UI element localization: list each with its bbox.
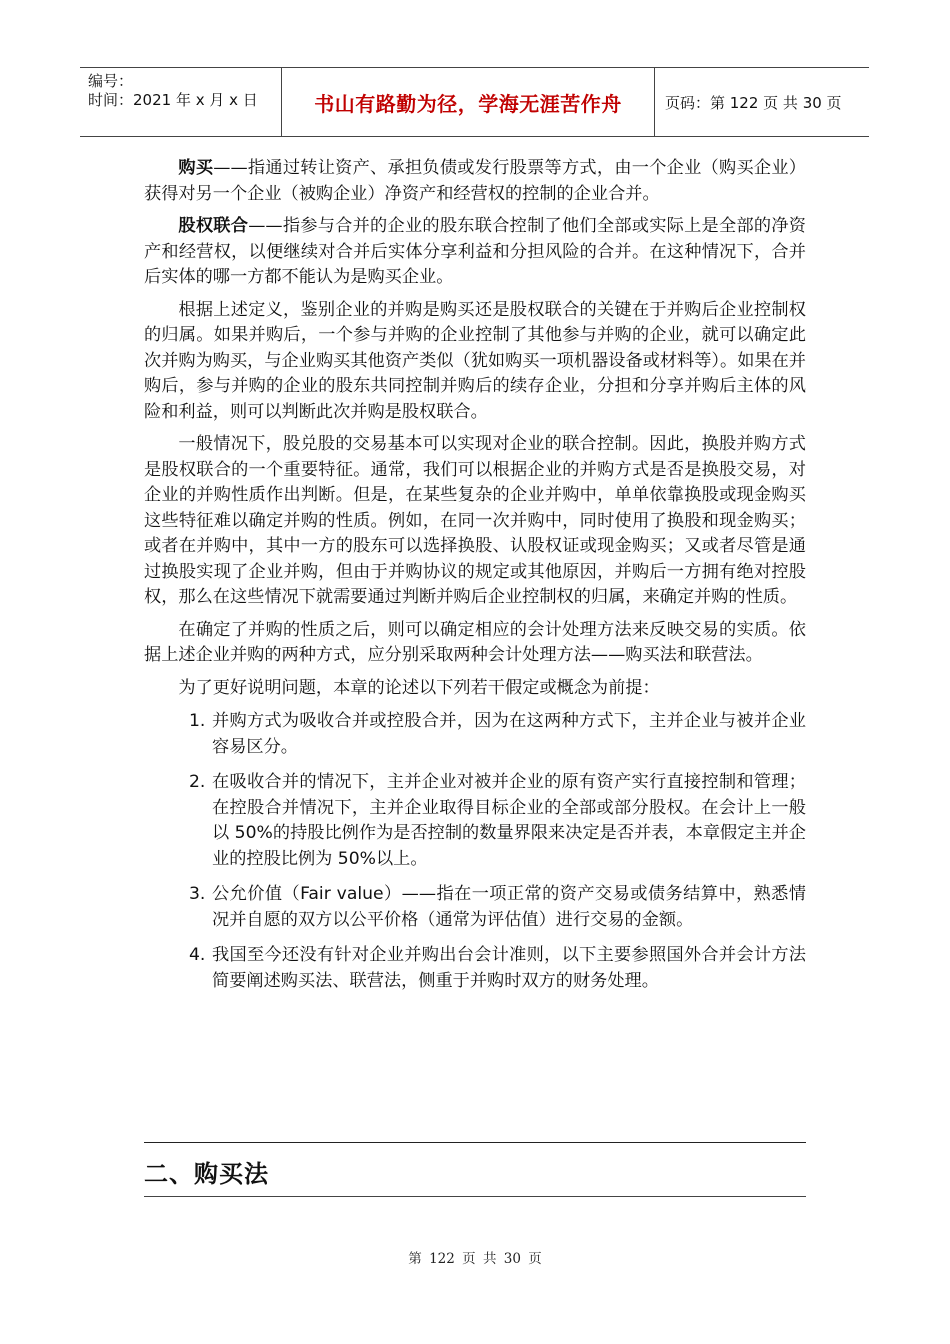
paragraph-text: ——指通过转让资产、承担负债或发行股票等方式，由一个企业（购买企业）获得对另一个企业（被购企业）净资产和经营权的控制的企业合并。: [144, 158, 806, 204]
list-item: [144, 943, 806, 994]
page-header: [80, 67, 869, 137]
paragraph: [144, 156, 806, 207]
section-divider-bottom: [144, 1196, 806, 1197]
paragraph-text: ——指参与合并的企业的股东联合控制了他们全部或实际上是全部的净资产和经营权，以便继续对合并后实体分享利益和分担风险的合并。在这种情况下，合并后实体的哪一方都不能认为是购买企业。: [144, 216, 806, 287]
assumption-list: [144, 709, 806, 994]
document-body: [144, 156, 806, 1004]
list-item: [144, 882, 806, 933]
paragraph: 为了更好说明问题，本章的论述以下列若干假定或概念为前提：: [178, 677, 660, 698]
section-divider-top: [144, 1142, 806, 1143]
paragraph: 根据上述定义，鉴别企业的并购是购买还是股权联合的关键在于并购后企业控制权的归属。如果并购后，一个参与并购的企业控制了其他参与并购的企业，就可以确定此次并购为购买，与企业购买其他资产类似（犹如购买一项机器设备或材料等）。如果在并购后，参与并购的企业的股东共同控制并购后的续存企业，分担和分享并购后主体的风险和利益，则可以判断此次并购是股权联合。: [144, 299, 806, 422]
list-item-text: 在吸收合并的情况下，主并企业对被并企业的原有资产实行直接控制和管理；在控股合并情况下，主并企业取得目标企业的全部或部分股权。在会计上一般以 50%的持股比例作为是否控制的数量界限来决定是否并表，本章假定主并企业的控股比例为 50%以上。: [212, 772, 806, 869]
page-footer: 第 122 页 共 30 页: [408, 1251, 542, 1267]
section-title: 二、购买法: [144, 1160, 269, 1188]
list-item: [144, 770, 806, 872]
list-item-text: 并购方式为吸收合并或控股合并，因为在这两种方式下，主并企业与被并企业容易区分。: [212, 711, 806, 757]
header-meta: [80, 68, 282, 136]
list-item-text: 我国至今还没有针对企业并购出台会计准则，以下主要参照国外合并会计方法简要阐述购买法、联营法，侧重于并购时双方的财务处理。: [212, 945, 806, 991]
term-purchase: 购买: [178, 158, 214, 178]
list-number: 2.: [189, 772, 206, 792]
code-label: 编号：: [88, 72, 134, 90]
list-item-text: 公允价值（Fair value）——指在一项正常的资产交易或债务结算中，熟悉情况并自愿的双方以公平价格（通常为评估值）进行交易的金额。: [212, 884, 806, 930]
list-number: 1.: [189, 711, 206, 731]
list-number: 4.: [189, 945, 206, 965]
list-item: [144, 709, 806, 760]
paragraph: 一般情况下，股兑股的交易基本可以实现对企业的联合控制。因此，换股并购方式是股权联合的一个重要特征。通常，我们可以根据企业的并购方式是否是换股交易，对企业的并购性质作出判断。但是，在某些复杂的企业并购中，单单依靠换股或现金购买这些特征难以确定并购的性质。例如，在同一次并购中，同时使用了换股和现金购买；或者在并购中，其中一方的股东可以选择换股、认股权证或现金购买；又或者尽管是通过换股实现了企业并购，但由于并购协议的规定或其他原因，并购后一方拥有绝对控股权，那么在这些情况下就需要通过判断并购后企业控制权的归属，来确定并购的性质。: [144, 434, 806, 607]
paragraph: [144, 214, 806, 291]
header-motto: 书山有路勤为径，学海无涯苦作舟: [282, 68, 655, 136]
term-pooling: 股权联合: [178, 216, 249, 236]
paragraph: 在确定了并购的性质之后，则可以确定相应的会计处理方法来反映交易的实质。依据上述企业并购的两种方式，应分别采取两种会计处理方法——购买法和联营法。: [144, 619, 806, 665]
header-page-info: 页码：第 122 页 共 30 页: [665, 93, 842, 112]
list-number: 3.: [189, 884, 206, 904]
date-label: 时间：2021 年 x 月 x 日: [88, 91, 258, 109]
